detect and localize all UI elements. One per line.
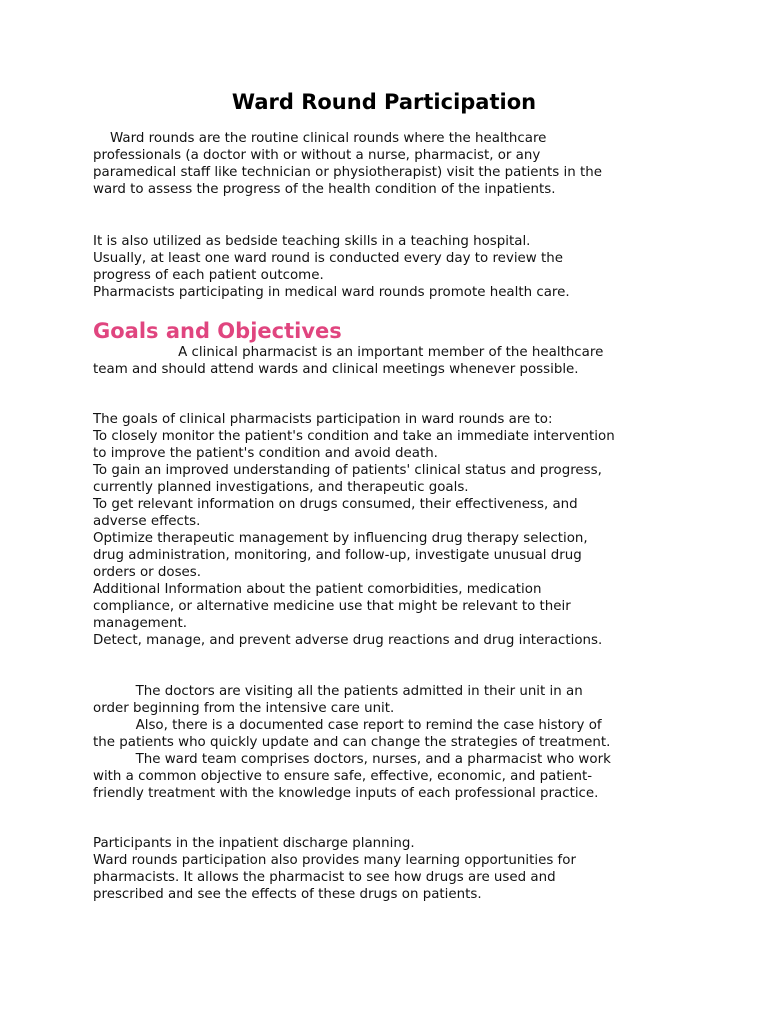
text-line: order beginning from the intensive care unit.: [93, 701, 395, 716]
text-line: friendly treatment with the knowledge inputs of each professional practice.: [93, 786, 599, 801]
page-title: Ward Round Participation: [231, 90, 537, 114]
text-line: The doctors are visiting all the patients admitted in their unit in an: [93, 684, 583, 699]
text-line: progress of each patient outcome.: [93, 268, 324, 283]
goals-intro-paragraph: [93, 344, 693, 378]
text-line: paramedical staff like technician or physiotherapist) visit the patients in the: [93, 165, 602, 180]
text-line: adverse effects.: [93, 514, 201, 529]
text-line: To get relevant information on drugs consumed, their effectiveness, and: [93, 497, 578, 512]
text-line: Usually, at least one ward round is conducted every day to review the: [93, 251, 563, 266]
text-line: with a common objective to ensure safe, effective, economic, and patient-: [93, 769, 593, 784]
text-line: ward to assess the progress of the health condition of the inpatients.: [93, 182, 556, 197]
text-line: team and should attend wards and clinical meetings whenever possible.: [93, 362, 579, 377]
text-line: professionals (a doctor with or without a nurse, pharmacist, or any: [93, 148, 541, 163]
text-line: Additional Information about the patient comorbidities, medication: [93, 582, 542, 597]
usage-paragraph: [93, 233, 693, 301]
text-line: Pharmacists participating in medical ward rounds promote health care.: [93, 285, 570, 300]
text-line: Participants in the inpatient discharge planning.: [93, 836, 415, 851]
text-line: A clinical pharmacist is an important member of the healthcare: [93, 345, 604, 360]
text-line: Ward rounds are the routine clinical rounds where the healthcare: [93, 131, 547, 146]
text-line: drug administration, monitoring, and follow-up, investigate unusual drug: [93, 548, 582, 563]
text-line: The ward team comprises doctors, nurses, and a pharmacist who work: [93, 752, 611, 767]
text-line: the patients who quickly update and can change the strategies of treatment.: [93, 735, 611, 750]
text-line: Ward rounds participation also provides many learning opportunities for: [93, 853, 576, 868]
text-line: Optimize therapeutic management by influencing drug therapy selection,: [93, 531, 588, 546]
text-line: pharmacists. It allows the pharmacist to see how drugs are used and: [93, 870, 556, 885]
text-line: Detect, manage, and prevent adverse drug reactions and drug interactions.: [93, 633, 603, 648]
text-line: To closely monitor the patient's condition and take an immediate intervention: [93, 429, 615, 444]
goals-list: [93, 411, 693, 649]
text-line: orders or doses.: [93, 565, 202, 580]
intro-paragraph: [93, 130, 693, 198]
text-line: compliance, or alternative medicine use that might be relevant to their: [93, 599, 571, 614]
text-line: The goals of clinical pharmacists participation in ward rounds are to:: [93, 412, 553, 427]
text-line: To gain an improved understanding of patients' clinical status and progress,: [93, 463, 602, 478]
text-line: prescribed and see the effects of these drugs on patients.: [93, 887, 482, 902]
text-line: Also, there is a documented case report to remind the case history of: [93, 718, 602, 733]
text-line: to improve the patient's condition and avoid death.: [93, 446, 438, 461]
text-line: It is also utilized as bedside teaching skills in a teaching hospital.: [93, 234, 531, 249]
text-line: currently planned investigations, and therapeutic goals.: [93, 480, 469, 495]
section-heading: Goals and Objectives: [93, 319, 342, 343]
ward-team-paragraph: [93, 683, 693, 802]
text-line: management.: [93, 616, 187, 631]
discharge-paragraph: [93, 835, 693, 903]
